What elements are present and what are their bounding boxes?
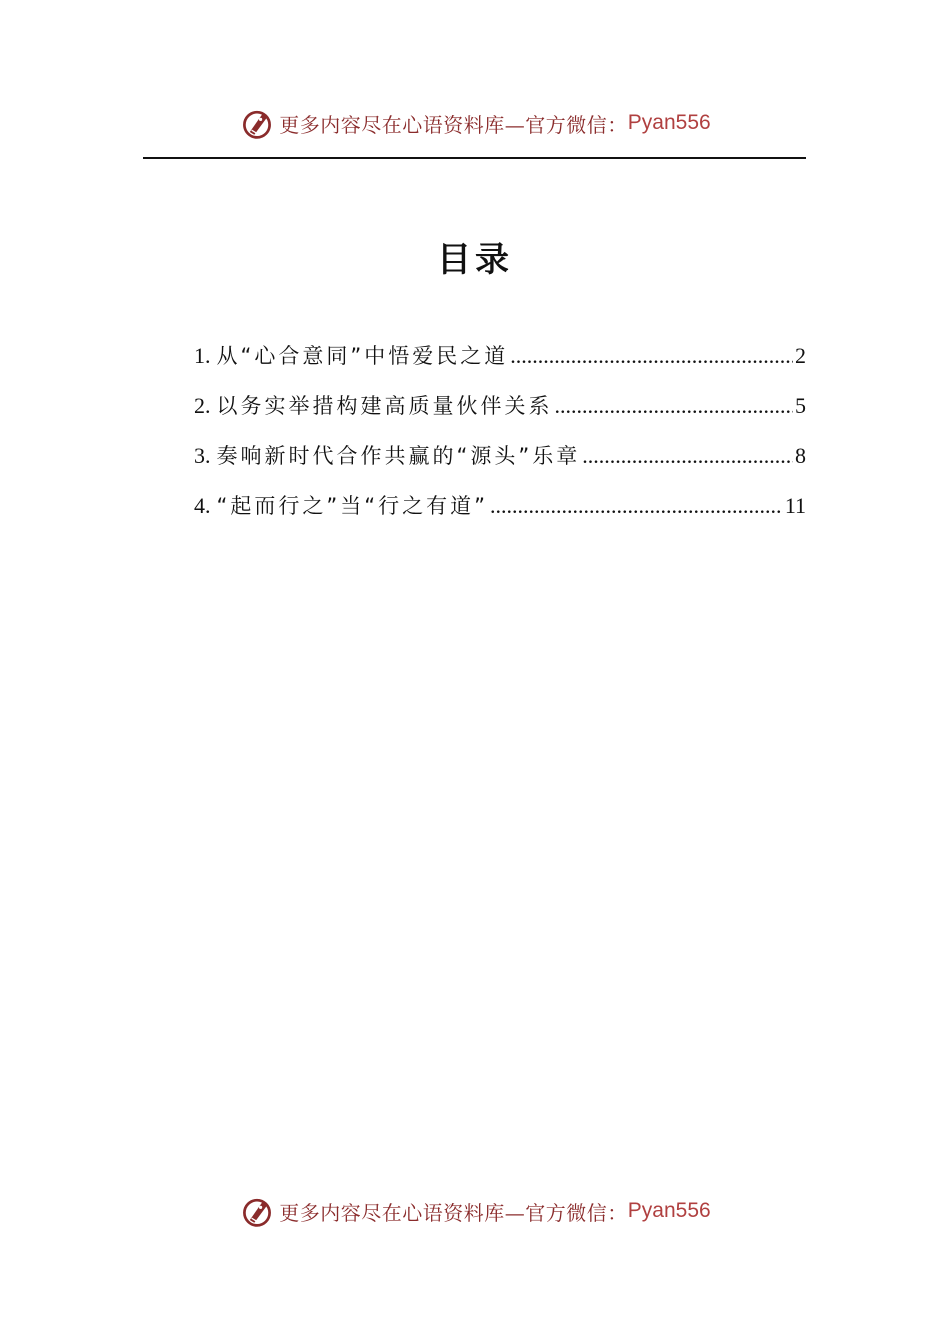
pen-nib-icon bbox=[239, 105, 275, 141]
header-wechat-id: Pyan556 bbox=[627, 111, 711, 134]
toc-entry-title: “起而行之”当“行之有道” bbox=[216, 494, 489, 518]
toc-entry[interactable] bbox=[194, 440, 806, 490]
toc-entry[interactable] bbox=[194, 390, 806, 440]
toc-entry[interactable] bbox=[194, 490, 806, 540]
table-of-contents bbox=[194, 340, 806, 540]
toc-entry-page: 2 bbox=[795, 343, 806, 368]
toc-entry-number: 3. bbox=[194, 443, 211, 468]
footer-banner bbox=[0, 1191, 950, 1231]
footer-site-text: 更多内容尽在心语资料库—官方微信： bbox=[279, 1200, 628, 1225]
pen-nib-icon bbox=[239, 1193, 275, 1229]
toc-entry-title: 以务实举措构建高质量伙伴关系 bbox=[216, 394, 553, 418]
toc-leader-dots bbox=[555, 393, 794, 419]
toc-entry-page: 5 bbox=[795, 393, 806, 418]
toc-leader-dots bbox=[510, 343, 793, 369]
toc-entry-page: 11 bbox=[784, 493, 806, 518]
toc-entry-title: 奏响新时代合作共赢的“源头”乐章 bbox=[216, 444, 581, 468]
toc-entry-number: 1. bbox=[194, 343, 211, 368]
toc-entry[interactable] bbox=[194, 340, 806, 390]
header-banner bbox=[0, 103, 950, 143]
toc-entry-title: 从“心合意同”中悟爱民之道 bbox=[216, 344, 509, 368]
toc-entry-number: 2. bbox=[194, 393, 211, 418]
header-site-text: 更多内容尽在心语资料库—官方微信： bbox=[279, 112, 628, 137]
toc-entry-page: 8 bbox=[795, 443, 806, 468]
page-title: 目录 bbox=[437, 240, 513, 280]
toc-leader-dots bbox=[490, 493, 783, 519]
footer-wechat-id: Pyan556 bbox=[627, 1199, 711, 1222]
toc-entry-number: 4. bbox=[194, 493, 211, 518]
toc-leader-dots bbox=[582, 443, 793, 469]
header-rule bbox=[143, 157, 806, 159]
